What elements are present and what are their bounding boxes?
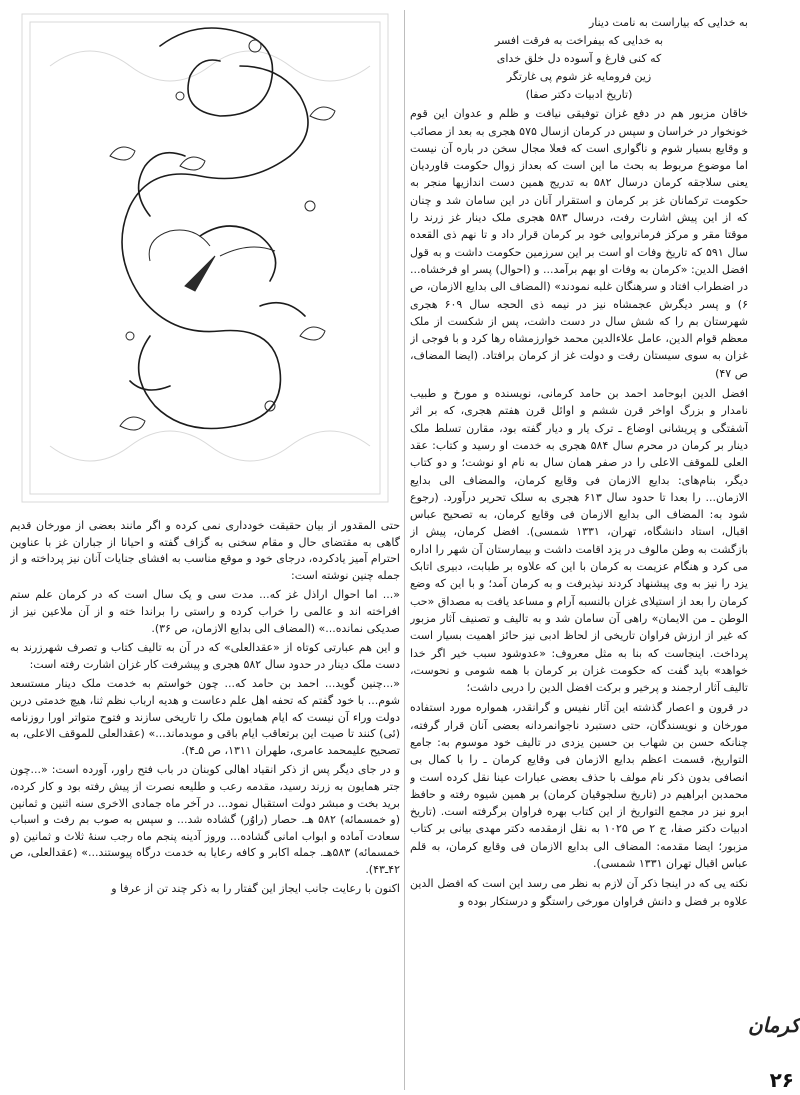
- body-paragraph: اکنون با رعایت جانب ایجاز این گفتار را به ذکر چند تن از عرفا و: [111, 882, 400, 896]
- verse-source: (تاریخ ادبیات دکتر صفا): [525, 88, 633, 101]
- body-paragraph: «...چنین گوید... احمد بن حامد که... چون خواستم به خدمت ملک دینار مستسعد شوم... با خود گفتم که تحفه اهل علم دعاست و هدیه ارباب نظم ثنا، هیچ خدمتی دربن دولت وراء آن نیست که ایام همایون ملک را تاریخی سازند و فتوح متواتر اورا روزنامه (ئی) کنند تا صیت این برتعاقب ایام باقی و موبدماند...» (عقدالعلی للموقف الاعلی، به تصحیح علیمحمد عامری، طهران ۱۳۱۱، ص ۵ـ۴).: [10, 677, 400, 757]
- verse-block: [410, 14, 748, 103]
- ornamental-illustration: [10, 6, 400, 506]
- body-paragraph: افضل الدین ابوحامد احمد بن حامد کرمانی، نویسنده و مورخ و طبیب نامدار و بزرگ اواخر قرن ششم و اوائل قرن هفتم هجری، که بر اثر آشفتگی و پریشانی اوضاع ـ ترک یار و دیار گفته بود، مقارن تسلط ملک دینار بر کرمان در محرم سال ۵۸۴ هجری به خدمت او رسید و کتاب: عقد العلی للموقف الاعلی را در صفر همان سال به نام او نوشت؛ و دو کتاب دیگر، بنام‌های: بدایع الازمان فی وقایع کرمان، والمضاف الی بدایع الازمان... را بعدا تا حدود سال ۶۱۳ هجری به سلک تحریر درآورد. (رجوع شود به: المضاف الی بدایع الازمان فی وقایع کرمان، به تصحیح عباس اقبال، استاد دانشگاه، تهران، ۱۳۳۱ شمسی). افضل کرمان، پیش از بازگشت به وطن مالوف در یزد اقامت داشت و بیمارستان آن شهر را اداره می کرد و هنگام عزیمت به کرمان با این که علاوه بر طبابت، دبیری اتابک یزد را نیز به وی پیشنهاد کردند نپذیرفت و به کرمان آمد؛ و با این که وضع کرمان را بعد از استیلای غزان بالنسبه آرام و مساعد یافت به مصداق «حب الوطن ـ من الایمان» راهی آن سامان شد و به تالیف و تصنیف آثار مزبور که غیر از ارزش فراوان تاریخی از لحاظ ادبی نیز حائز اهمیت بسیار است پرداخت. اینجاست که بنا به مثل معروف: «عدوشود سبب خیر اگر خدا خواهد» باید گفت که حکومت غزان بر کرمان با همه شومی و نحوست، تالیف آثار ارجمند و پرخیر و برکت افضل الدین را دربی داشت؛: [410, 387, 748, 695]
- body-paragraph: در قرون و اعصار گذشته این آثار نفیس و گرانقدر، همواره مورد استفاده مورخان و نویسندگان، حتی دستبرد ناجوانمردانه بعضی آنان قرار گرفته، چنانکه حسن بن شهاب بن حسین یزدی در تالیف خود موسوم به: جامع التواریخ، قسمت اعظم بدایع الازمان فی وقایع کرمان ـ را با کمال بی انصافی بدون ذکر نام مولف با حذف بعضی عبارات عینا نقل کرده است و محمدبن ابراهیم در (تاریخ سلجوقیان کرمان) بر همین شیوه رفته و حافظ ابرو نیز در مجمع التواریخ از این کتاب بهره فراوان برگرفته است. (تاریخ ادبیات دکتر صفا، ج ۲ ص ۱۰۲۵ به نقل ازمقدمه دکتر مهدی بیانی بر کتاب مزبور؛ ایضا مقدمه: المضاف الی بدایع الازمان فی وقایع کرمان، به قلم عباس اقبال تهران ۱۳۳۱ شمسی).: [410, 701, 748, 871]
- column-divider: [404, 10, 405, 1090]
- right-column: [410, 14, 748, 1054]
- body-paragraph: خاقان مزبور هم در دفع غزان توفیقی نیافت و ظلم و عدوان این قوم خونخوار در خراسان و سپس در کرمان ازسال ۵۷۵ هجری به بعد از مصائب و وقایع بسیار شوم و ناگواری است که فعلا مجال سخن در باره آن نیست اما موضوع مربوط به بحث ما این است که بعداز زوال حکومت قاوردیان یعنی سلاجقه کرمان درسال ۵۸۲ به تدریج همین دست اندازیها منجر به حکومت ترکمانان غز بر کرمان و استقرار آنان در این سامان شد و چنان که از این پیش اشارت رفت، درسال ۵۸۳ هجری ملک دینار غز زرند را موقتا مقر و مرکز فرمانروایی خود بر کرمان قرار داد و تا نهم ذی القعده سال ۵۹۱ که تاریخ وفات او است بر این سرزمین حکومت داشت و به قول افضل الدین: «کرمان به وفات او بهم برآمد... و (احوال) پسر او فرخشاه... در اضطراب افتاد و سرهنگان غلبه نمودند» (المضاف الی بدایع الازمان، ص ۶) و پسر دیگرش عجمشاه نیز در نیمه ذی الحجه سال ۶۰۹ هجری شهرستان بم را که شش سال در دست داشت، پس از شکست از ملک معظم قوام الدین، عامل علاءالدین محمد خوارزمشاه رها کرد و با فوجی از غزان به سوی سیستان رفت و دولت غز از کرمان برافتاد. (ایضا المضاف، ص ۴۷): [410, 107, 748, 380]
- magazine-logo: کرمان: [747, 1013, 800, 1037]
- verse-line: به خدایی که بیاراست به نامت دینار: [588, 16, 748, 29]
- page-number: ۲۶: [769, 1068, 794, 1092]
- body-paragraph: «... اما احوال اراذل غز که... مدت سی و یک سال است که در کرمان علم ستم افراخته اند و عالمی را خراب کرده و راستی را براندا خته و از آن ملاعین نیز از صدیکی نمانده...» (المضاف الی بدایع الازمان، ص ۳۶).: [10, 588, 400, 635]
- verse-line: زین فرومایه غز شوم پی غارتگر: [506, 70, 652, 83]
- verse-line: به خدایی که بیفراخت به فرقت افسر: [494, 34, 664, 47]
- body-paragraph: نکته یی که در اینجا ذکر آن لازم به نظر می رسد این است که افضل الدین علاوه بر فضل و دانش فراوان مورخی راستگو و درستکار بوده و: [410, 877, 748, 908]
- body-paragraph: و در جای دیگر پس از ذکر انقیاد اهالی کوبنان در باب فتح راور، آورده است: «...چون جتر همایون به زرند رسید، مقدمه رعب و طلیعه نصرت از پیش رفته بود و کار کرده، برید بخت و مبشر دولت استقبال نمود... در آخر ماه جمادی الاخری سنه اثنین و ثمانین (و خمسمائه) ۵۸۲ هـ. حصار (راوُر) گشاده شد... و سپس به صوب بم رفت و اسباب سعادت آماده و ابواب امانی گشاده... وروز آدینه پنجم ماه رجب سنهٔ ثلاث و ثمانین (و خمسمائه) ۵۸۳هـ. جمله اکابر و کافه رعایا به خدمت درگاه پیوستند...» (عقدالعلی، ص ۴۲ـ۴۳).: [10, 763, 400, 876]
- body-paragraph: حتی المقدور از بیان حقیقت خودداری نمی کرده و اگر مانند بعضی از مورخان قدیم گاهی به مقتضای حال و مقام سخنی به گزاف گفته و احیانا از جباران غز با عناوین احترام آمیز یادکرده، درجای خود و موقع مناسب به افشای جنایات آنان نیز پرداخته و از جمله چنین نوشته است:: [10, 519, 400, 582]
- verse-line: که کنی فارغ و آسوده دل خلق خدای: [496, 52, 662, 65]
- left-column: [10, 518, 400, 1090]
- body-paragraph: و این هم عبارتی کوتاه از «عقدالعلی» که در آن به تالیف کتاب و تصرف شهرزرند به دست ملک دینار در حدود سال ۵۸۲ هجری و پیشرفت کار غزان اشارت رفته است:: [10, 641, 400, 671]
